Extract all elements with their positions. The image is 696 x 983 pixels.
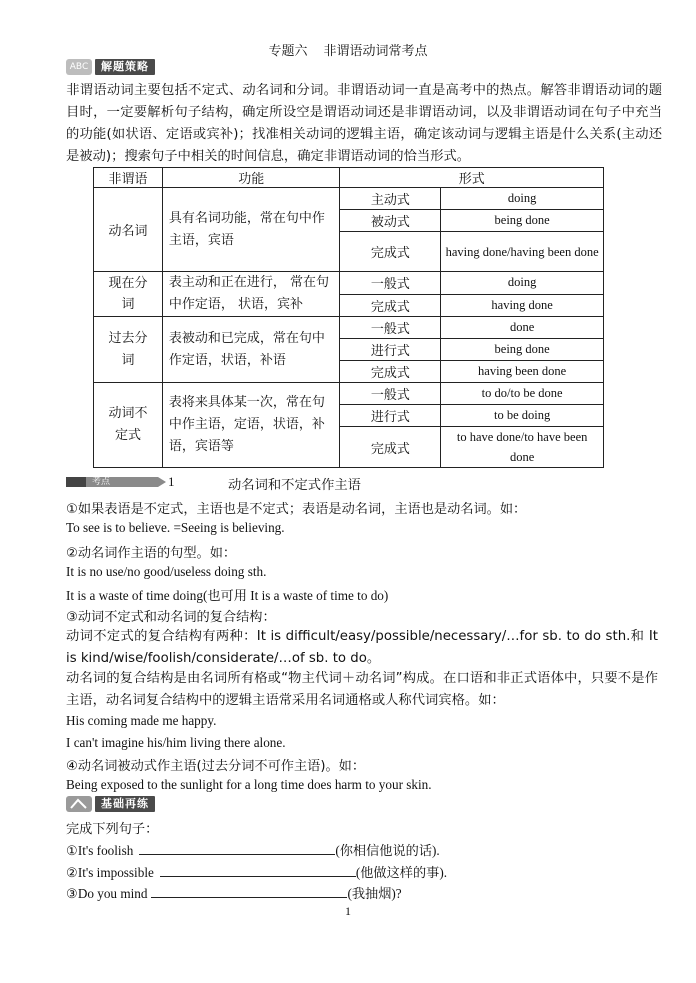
infinitive-form-value: to be doing: [441, 405, 604, 427]
rule-4: ④动名词被动式作主语(过去分词不可作主语)。如：: [66, 759, 366, 774]
past-form-label: 进行式: [340, 339, 441, 361]
gerund-complex-note: 动名词的复合结构是由名词所有格或“物主代词＋动名词”构成。在口语和非正式语体中，只要不是作主语，动名词复合结构中的逻辑主语常采用名词通格或人称代词宾格。如：: [66, 671, 658, 708]
example-2: It is no use/no good/useless doing sth.: [66, 564, 267, 579]
infinitive-form-label: 进行式: [340, 405, 441, 427]
example-4: His coming made me happy.: [66, 713, 217, 728]
exercise-intro: 完成下列句子：: [66, 822, 159, 837]
gerund-name: 动名词: [94, 188, 163, 272]
strategy-badge: [66, 58, 155, 76]
keypoint-heading: 动名词和不定式作主语: [228, 478, 361, 493]
nonfinite-table: [93, 167, 604, 468]
rule-2: ②动名词作主语的句型。如：: [66, 546, 237, 561]
gerund-form-value: being done: [441, 210, 604, 232]
intro-paragraph: 非谓语动词主要包括不定式、动名词和分词。非谓语动词一直是高考中的热点。解答非谓语动词的题目时，一定要解析句子结构，确定所设空是谓语动词还是非谓语动词，以及非谓语动词在句子中充当的功能(如状语、定语或宾补)；找准相关动词的逻辑主语，确定该动词与逻辑主语是什么关系(主动还是被动)；搜索句子中相关的时间信息，确定非谓语动词的恰当形式。: [66, 83, 662, 164]
answer-blank-1[interactable]: [139, 842, 335, 855]
abc-icon: ABC: [66, 59, 92, 75]
past-participle-function: 表被动和已完成，常在句中作定语，状语，补语: [162, 317, 340, 383]
example-5: I can't imagine his/him living there alone.: [66, 735, 286, 750]
past-participle-name: 过去分词: [94, 317, 163, 383]
past-form-value: being done: [441, 339, 604, 361]
keypoint-number: 1: [168, 474, 175, 489]
present-participle-name: 现在分词: [94, 272, 163, 317]
past-form-label: 完成式: [340, 361, 441, 383]
present-form-label: 一般式: [340, 272, 441, 295]
gerund-form-label: 被动式: [340, 210, 441, 232]
answer-blank-3[interactable]: [151, 885, 347, 898]
past-form-value: having been done: [441, 361, 604, 383]
page-number: 1: [345, 904, 351, 918]
exercise-item-1: ①It's foolish (你相信他说的话).: [66, 843, 440, 858]
present-form-value: doing: [441, 272, 604, 295]
example-6: Being exposed to the sunlight for a long time does harm to your skin.: [66, 777, 432, 792]
past-form-label: 一般式: [340, 317, 441, 339]
rule-1: ①如果表语是不定式，主语也是不定式；表语是动名词，主语也是动名词。如：: [66, 502, 527, 517]
practice-label: 基础再练: [95, 796, 155, 812]
example-3: It is a waste of time doing(也可用 It is a waste of time to do): [66, 588, 389, 603]
infinitive-complex-note: 动词不定式的复合结构有两种：It is difficult/easy/possible/necessary/…for sb. to do sth.和 It is kind/wise/foolish/considerate/…of sb. to do。: [66, 629, 658, 666]
present-form-label: 完成式: [340, 294, 441, 317]
infinitive-form-label: 一般式: [340, 383, 441, 405]
keypoint-banner-icon: [66, 475, 166, 489]
exercise-item-3: ③Do you mind (我抽烟)?: [66, 886, 402, 901]
present-participle-function: 表主动和正在进行， 常在句中作定语， 状语，宾补: [162, 272, 340, 317]
gerund-form-value: doing: [441, 188, 604, 210]
infinitive-form-value: to do/to be done: [441, 383, 604, 405]
practice-badge: [66, 795, 155, 813]
present-form-value: having done: [441, 294, 604, 317]
answer-blank-2[interactable]: [160, 864, 356, 877]
exercise-item-2: ②It's impossible (他做这样的事).: [66, 865, 448, 880]
header-function: 功能: [162, 168, 340, 188]
header-nonfinite: 非谓语: [94, 168, 163, 188]
gerund-form-value: having done/having been done: [441, 232, 604, 272]
example-1: To see is to believe. =Seeing is believing.: [66, 520, 285, 535]
past-form-value: done: [441, 317, 604, 339]
gerund-function: 具有名词功能，常在句中作主语，宾语: [162, 188, 340, 272]
keypoint-label: 考点: [92, 477, 111, 487]
gerund-form-label: 完成式: [340, 232, 441, 272]
infinitive-form-value: to have done/to have been done: [441, 427, 604, 468]
page-title: [0, 40, 696, 59]
infinitive-form-label: 完成式: [340, 427, 441, 468]
infinitive-function: 表将来具体某一次，常在句中作主语，定语，状语，补语，宾语等: [162, 383, 340, 468]
practice-icon: [66, 796, 92, 812]
strategy-label: 解题策略: [95, 59, 155, 75]
header-form: 形式: [340, 168, 604, 188]
title-subject: 非谓语动词常考点: [323, 44, 428, 59]
rule-3: ③动词不定式和动名词的复合结构：: [66, 610, 276, 625]
gerund-form-label: 主动式: [340, 188, 441, 210]
keypoint-badge: [66, 475, 166, 489]
title-topic: 专题六: [268, 44, 308, 59]
infinitive-name: 动词不定式: [94, 383, 163, 468]
